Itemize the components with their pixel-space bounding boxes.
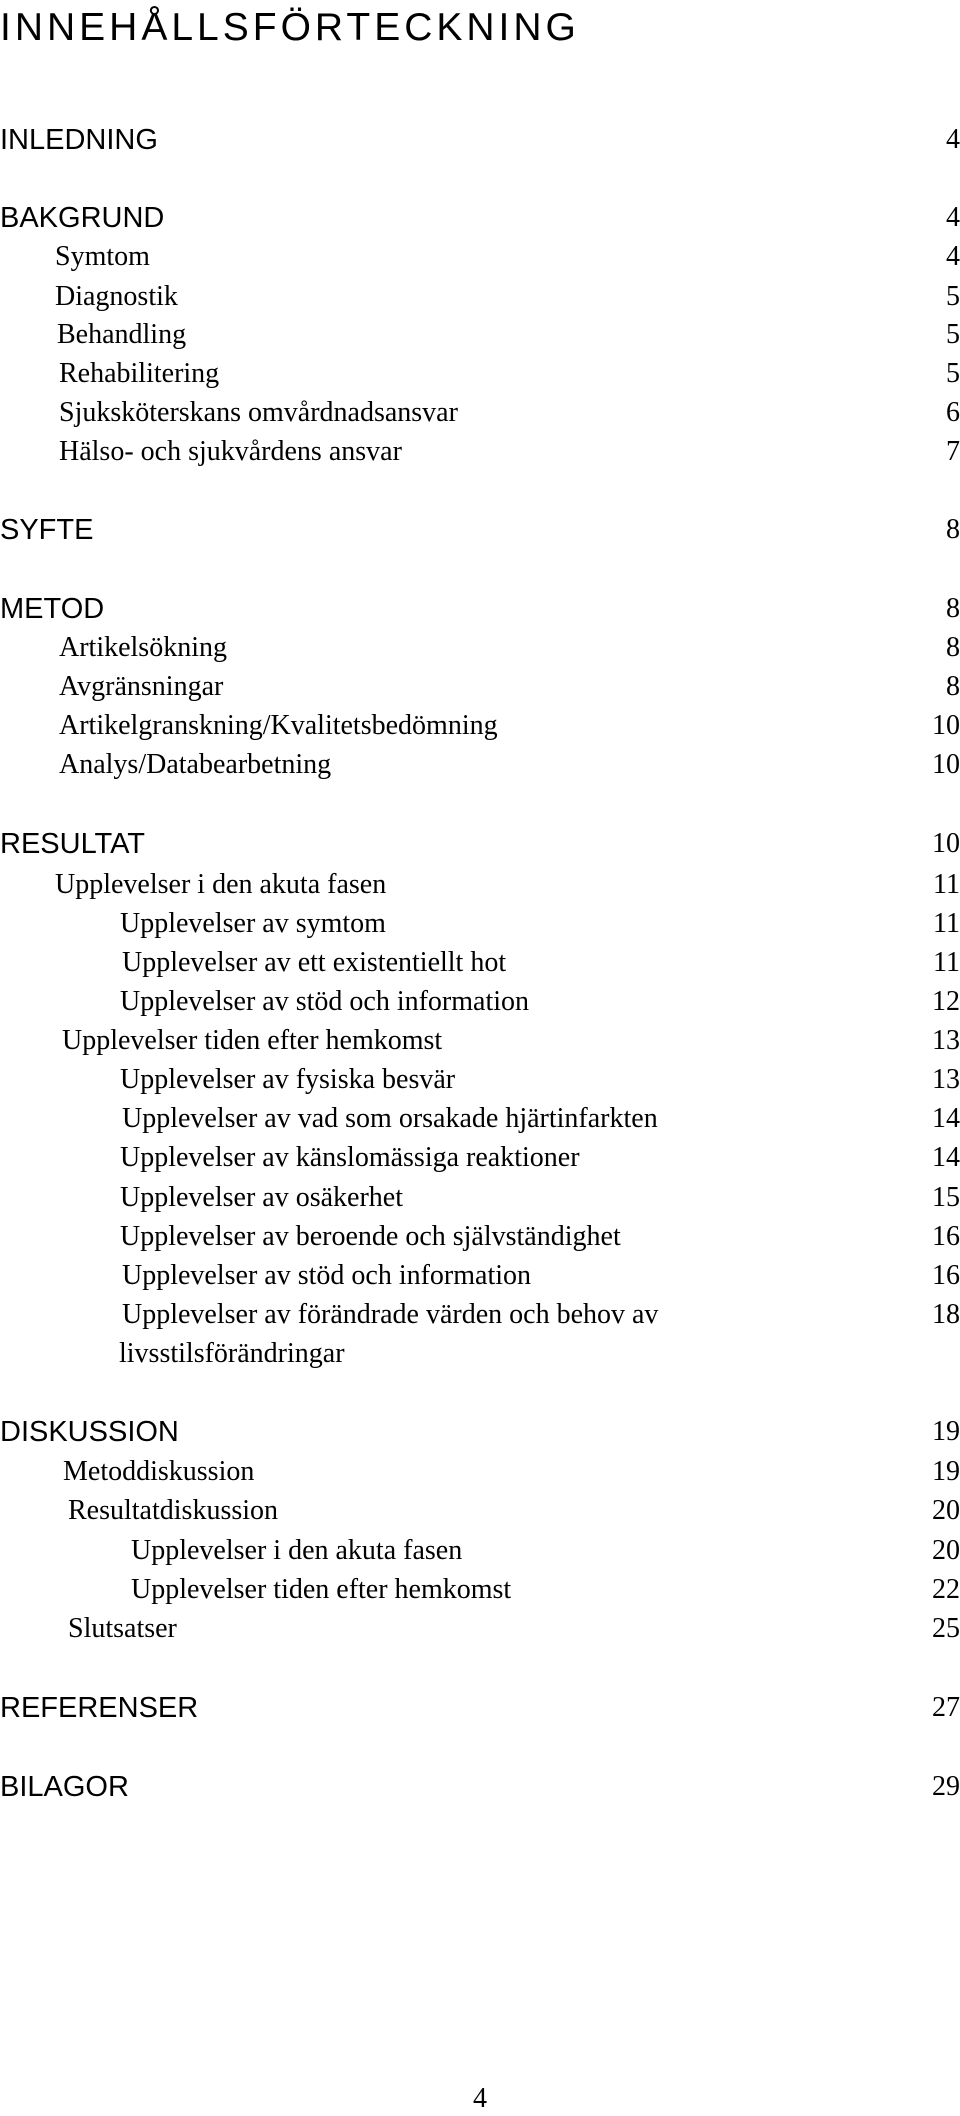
toc-page-number: 7 — [946, 436, 960, 467]
toc-page-number: 5 — [946, 358, 960, 389]
toc-entry-label: Rehabilitering — [59, 358, 220, 389]
toc-page-number: 4 — [946, 241, 960, 272]
page-title: INNEHÅLLSFÖRTECKNING — [0, 6, 580, 49]
toc-entry-referenser[interactable] — [0, 1689, 960, 1727]
toc-page-number: 5 — [946, 281, 960, 312]
toc-page-number: 20 — [932, 1495, 960, 1526]
toc-page-number: 29 — [932, 1771, 960, 1802]
toc-entry-kanslomassiga-reaktioner[interactable] — [0, 1139, 960, 1177]
toc-page-number: 16 — [932, 1260, 960, 1291]
toc-entry-inledning[interactable] — [0, 121, 960, 159]
toc-page-number: 19 — [932, 1456, 960, 1487]
toc-page-number: 8 — [946, 671, 960, 702]
toc-page-number: 8 — [946, 593, 960, 624]
toc-entry-label: Symtom — [55, 241, 150, 272]
toc-entry-slutsatser[interactable] — [0, 1610, 960, 1648]
toc-page-number: 13 — [932, 1025, 960, 1056]
toc-page-number: 18 — [932, 1299, 960, 1330]
toc-entry-label: BAKGRUND — [0, 202, 165, 234]
toc-entry-symtom-upplevelser[interactable] — [0, 905, 960, 943]
toc-entry-osakerhet[interactable] — [0, 1179, 960, 1217]
toc-entry-artikelgranskning[interactable] — [0, 707, 960, 745]
toc-entry-syfte[interactable] — [0, 511, 960, 549]
toc-entry-artikelsokning[interactable] — [0, 629, 960, 667]
toc-entry-label: Upplevelser av vad som orsakade hjärtinfarkten — [122, 1103, 658, 1134]
toc-entry-label: REFERENSER — [0, 1692, 199, 1724]
toc-entry-diagnostik[interactable] — [0, 278, 960, 316]
toc-entry-label: Upplevelser av ett existentiellt hot — [122, 947, 507, 978]
toc-entry-sjukvardens-ansvar[interactable] — [0, 433, 960, 471]
toc-page-number: 22 — [932, 1574, 960, 1605]
toc-entry-resultat[interactable] — [0, 825, 960, 863]
toc-entry-fysiska-besvar[interactable] — [0, 1061, 960, 1099]
toc-page-number: 16 — [932, 1221, 960, 1252]
toc-page-number: 12 — [932, 986, 960, 1017]
toc-page-number: 11 — [933, 908, 960, 939]
toc-entry-efter-hemkomst[interactable] — [0, 1022, 960, 1060]
toc-page-number: 8 — [946, 632, 960, 663]
toc-entry-stod-information-2[interactable] — [0, 1257, 960, 1295]
toc-page-number: 10 — [932, 828, 960, 859]
toc-entry-label: Upplevelser av beroende och självständighet — [120, 1221, 621, 1252]
toc-entry-label: Avgränsningar — [59, 671, 224, 702]
toc-page-number: 14 — [932, 1103, 960, 1134]
toc-entry-label: Upplevelser i den akuta fasen — [55, 869, 387, 900]
toc-entry-behandling[interactable] — [0, 316, 960, 354]
toc-entry-label: Resultatdiskussion — [68, 1495, 279, 1526]
toc-entry-forandrade-varden[interactable] — [0, 1296, 960, 1334]
toc-entry-diskussion[interactable] — [0, 1413, 960, 1451]
toc-entry-label: Upplevelser av förändrade värden och behov av — [122, 1299, 659, 1330]
toc-page-number: 10 — [932, 749, 960, 780]
toc-page-number: 14 — [932, 1142, 960, 1173]
toc-page-number: 27 — [932, 1692, 960, 1723]
toc-entry-akuta-fasen[interactable] — [0, 866, 960, 904]
toc-entry-label: Upplevelser i den akuta fasen — [131, 1535, 463, 1566]
toc-page-number: 5 — [946, 319, 960, 350]
toc-page-number: 4 — [946, 124, 960, 155]
toc-entry-orsakade-hjartinfarkten[interactable] — [0, 1100, 960, 1138]
page-number: 4 — [473, 2083, 487, 2114]
toc-entry-label: Artikelsökning — [59, 632, 227, 663]
toc-page-number: 4 — [946, 202, 960, 233]
toc-entry-label: Upplevelser av fysiska besvär — [120, 1064, 456, 1095]
toc-page-number: 19 — [932, 1416, 960, 1447]
toc-entry-label-continuation: livsstilsförändringar — [119, 1338, 345, 1369]
toc-entry-label: DISKUSSION — [0, 1416, 179, 1448]
toc-entry-label: Hälso- och sjukvårdens ansvar — [59, 436, 402, 467]
toc-entry-symtom[interactable] — [0, 238, 960, 276]
toc-entry-label: INLEDNING — [0, 124, 158, 156]
toc-entry-label: RESULTAT — [0, 828, 146, 860]
toc-entry-rehabilitering[interactable] — [0, 355, 960, 393]
toc-entry-omvardnadsansvar[interactable] — [0, 394, 960, 432]
toc-entry-label: Upplevelser av osäkerhet — [120, 1182, 403, 1213]
toc-entry-label: Upplevelser av stöd och information — [122, 1260, 532, 1291]
toc-entry-label: Metoddiskussion — [63, 1456, 255, 1487]
toc-entry-analys[interactable] — [0, 746, 960, 784]
toc-entry-bilagor[interactable] — [0, 1768, 960, 1806]
toc-entry-label: Upplevelser av känslomässiga reaktioner — [120, 1142, 580, 1173]
toc-entry-existentiellt-hot[interactable] — [0, 944, 960, 982]
toc-entry-label: Artikelgranskning/Kvalitetsbedömning — [59, 710, 498, 741]
toc-page-number: 10 — [932, 710, 960, 741]
toc-page-number: 20 — [932, 1535, 960, 1566]
toc-entry-avgransningar[interactable] — [0, 668, 960, 706]
toc-entry-label: Upplevelser tiden efter hemkomst — [62, 1025, 443, 1056]
toc-entry-label: Upplevelser tiden efter hemkomst — [131, 1574, 512, 1605]
toc-entry-label: Sjuksköterskans omvårdnadsansvar — [59, 397, 458, 428]
toc-entry-label: METOD — [0, 593, 105, 625]
toc-entry-label: Slutsatser — [68, 1613, 177, 1644]
toc-entry-label: SYFTE — [0, 514, 94, 546]
toc-page-number: 8 — [946, 514, 960, 545]
toc-page-number: 15 — [932, 1182, 960, 1213]
toc-entry-stod-information[interactable] — [0, 983, 960, 1021]
toc-page-number: 13 — [932, 1064, 960, 1095]
toc-entry-label: BILAGOR — [0, 1771, 129, 1803]
toc-entry-resultatdiskussion[interactable] — [0, 1492, 960, 1530]
toc-entry-metoddiskussion[interactable] — [0, 1453, 960, 1491]
toc-entry-beroende[interactable] — [0, 1218, 960, 1256]
toc-page-number: 11 — [933, 869, 960, 900]
toc-entry-label: Upplevelser av symtom — [120, 908, 386, 939]
toc-entry-label: Diagnostik — [55, 281, 178, 312]
toc-entry-bakgrund[interactable] — [0, 199, 960, 237]
toc-entry-label: Analys/Databearbetning — [59, 749, 332, 780]
toc-entry-efter-hemkomst-2[interactable] — [0, 1571, 960, 1609]
toc-page-number: 11 — [933, 947, 960, 978]
toc-page-number: 6 — [946, 397, 960, 428]
toc-page-number: 25 — [932, 1613, 960, 1644]
toc-entry-akuta-fasen-2[interactable] — [0, 1532, 960, 1570]
toc-entry-metod[interactable] — [0, 590, 960, 628]
toc-entry-label: Upplevelser av stöd och information — [120, 986, 530, 1017]
toc-entry-label: Behandling — [57, 319, 187, 350]
